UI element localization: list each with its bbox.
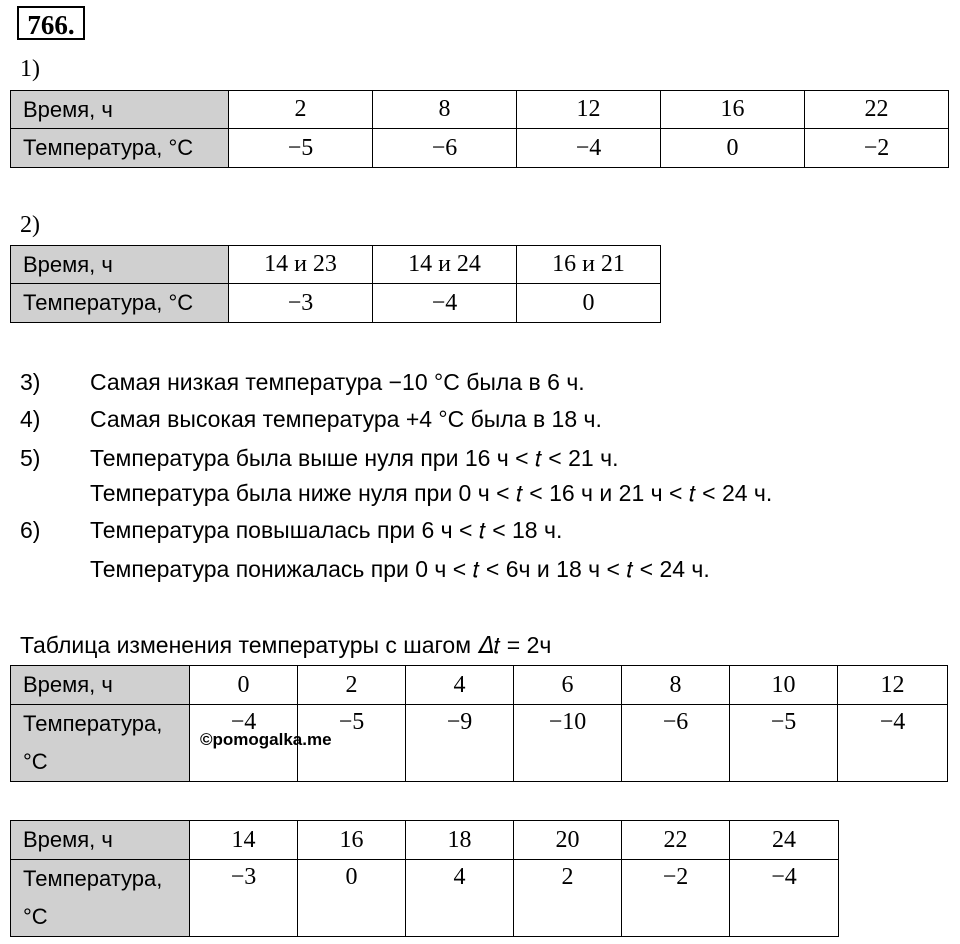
time-row <box>11 91 949 129</box>
temperature-cell: −4 <box>190 705 298 782</box>
temperature-row <box>11 705 948 782</box>
time-cell: 2 <box>229 91 373 129</box>
temperature-row-header: Температура, °C <box>11 129 229 168</box>
time-cell: 22 <box>805 91 949 129</box>
statement-text: Температура понижалась при 0 ч < 𝑡 < 6ч и 18 ч < 𝑡 < 24 ч. <box>90 556 710 582</box>
temperature-cell: −9 <box>406 705 514 782</box>
temperature-cell: −2 <box>622 860 730 937</box>
temperature-row-header: Температура, °C <box>11 284 229 323</box>
time-cell: 20 <box>514 821 622 860</box>
time-cell: 24 <box>730 821 839 860</box>
temperature-cell: −4 <box>373 284 517 323</box>
temperature-cell: −4 <box>730 860 839 937</box>
temperature-cell: 4 <box>406 860 514 937</box>
time-row-header: Время, ч <box>11 666 190 705</box>
temperature-cell: −4 <box>838 705 948 782</box>
watermark: ©pomogalka.me <box>200 730 332 749</box>
time-cell: 14 и 24 <box>373 246 517 284</box>
temperature-cell: −5 <box>298 705 406 782</box>
temperature-cell: −5 <box>730 705 838 782</box>
temperature-cell: −6 <box>373 129 517 168</box>
temperature-row-header: Температура, °C <box>11 860 190 937</box>
time-cell: 2 <box>298 666 406 705</box>
time-cell: 8 <box>373 91 517 129</box>
step-table-title: Таблица изменения температуры с шагом 𝛥𝑡 = 2ч <box>20 632 552 658</box>
time-cell: 0 <box>190 666 298 705</box>
part-1-table <box>10 90 949 168</box>
task-number: 766. <box>17 6 85 40</box>
temperature-row-header: Температура, °C <box>11 705 190 782</box>
temperature-cell: 0 <box>517 284 661 323</box>
time-cell: 4 <box>406 666 514 705</box>
temperature-cell: −5 <box>229 129 373 168</box>
time-cell: 16 <box>298 821 406 860</box>
temperature-cell: −4 <box>517 129 661 168</box>
statement-number: 4) <box>20 406 41 432</box>
temperature-cell: −10 <box>514 705 622 782</box>
time-row <box>11 666 948 705</box>
statement-text: Самая высокая температура +4 °C была в 18 ч. <box>90 406 602 432</box>
statement-text: Температура повышалась при 6 ч < 𝑡 < 18 ч. <box>90 517 563 543</box>
temperature-row <box>11 284 661 323</box>
temperature-cell: 0 <box>661 129 805 168</box>
time-cell: 10 <box>730 666 838 705</box>
temperature-cell: −6 <box>622 705 730 782</box>
time-cell: 22 <box>622 821 730 860</box>
time-row-header: Время, ч <box>11 246 229 284</box>
statement-number: 3) <box>20 369 41 395</box>
temperature-cell: −3 <box>229 284 373 323</box>
temperature-row <box>11 129 949 168</box>
time-cell: 16 <box>661 91 805 129</box>
step-table-1 <box>10 665 948 782</box>
temperature-cell: −3 <box>190 860 298 937</box>
time-row-header: Время, ч <box>11 821 190 860</box>
temperature-cell: 2 <box>514 860 622 937</box>
time-cell: 6 <box>514 666 622 705</box>
statement-text: Температура была ниже нуля при 0 ч < 𝑡 < 16 ч и 21 ч < 𝑡 < 24 ч. <box>90 480 773 506</box>
statement-number: 6) <box>20 517 41 543</box>
part-1-label: 1) <box>20 56 40 82</box>
time-cell: 8 <box>622 666 730 705</box>
statement-number: 5) <box>20 445 41 471</box>
part-2-label: 2) <box>20 212 40 238</box>
time-cell: 12 <box>517 91 661 129</box>
statement-text: Температура была выше нуля при 16 ч < 𝑡 < 21 ч. <box>90 445 619 471</box>
time-cell: 18 <box>406 821 514 860</box>
time-cell: 14 <box>190 821 298 860</box>
time-row <box>11 821 839 860</box>
part-2-table <box>10 245 661 323</box>
step-table-2 <box>10 820 839 937</box>
temperature-cell: 0 <box>298 860 406 937</box>
time-cell: 12 <box>838 666 948 705</box>
statement-text: Самая низкая температура −10 °C была в 6 ч. <box>90 369 585 395</box>
temperature-cell: −2 <box>805 129 949 168</box>
time-cell: 14 и 23 <box>229 246 373 284</box>
time-row <box>11 246 661 284</box>
time-row-header: Время, ч <box>11 91 229 129</box>
time-cell: 16 и 21 <box>517 246 661 284</box>
temperature-row <box>11 860 839 937</box>
